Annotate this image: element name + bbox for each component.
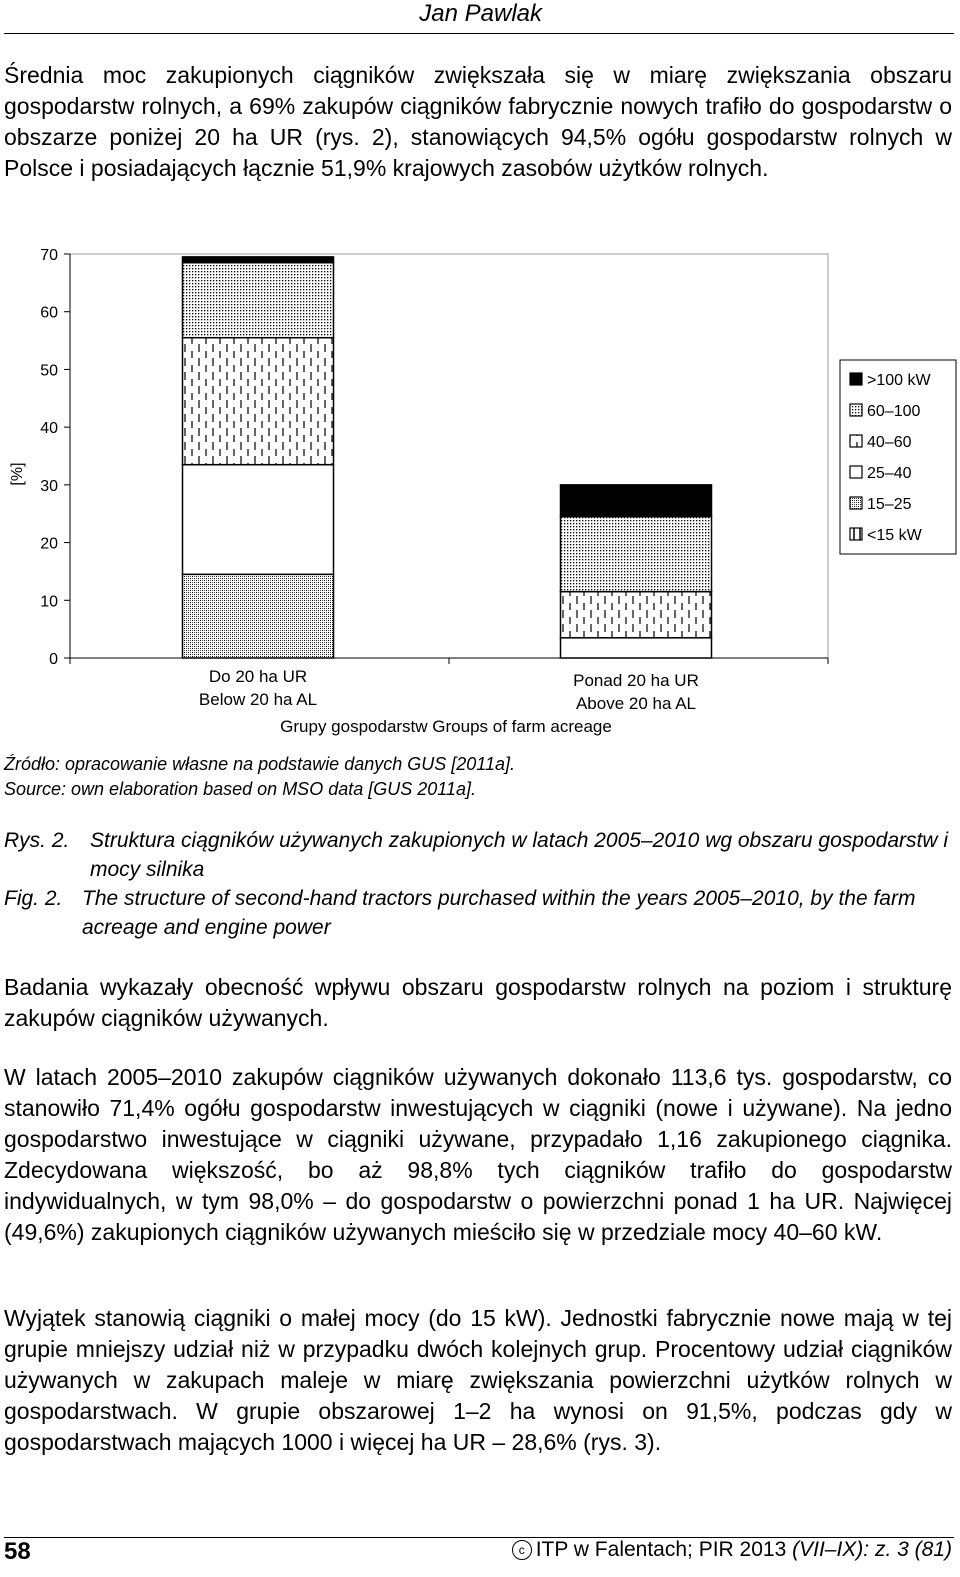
bar-segment bbox=[183, 574, 334, 658]
category-label: Below 20 ha AL bbox=[198, 690, 318, 709]
legend-label: 15–25 bbox=[867, 496, 912, 513]
intro-paragraph: Średnia moc zakupionych ciągników zwiększała się w miarę zwiększania obszaru gospodarstw rolnych, a 69% zakupów ciągników fabrycznie nowych trafiło do gospodarstw o obszarze poniżej 20 ha UR (rys. 2), stanowiących 94,5% ogółu gospodarstw rolnych w Polsce i posiadających łącznie 51,9% krajowych zasobów użytków rolnych. bbox=[4, 62, 952, 181]
caption-text-en: The structure of second-hand tractors purchased within the years 2005–2010, by the farm acreage and engine power bbox=[82, 887, 916, 939]
y-tick-label: 60 bbox=[40, 304, 58, 322]
y-tick-label: 0 bbox=[49, 651, 58, 668]
legend-swatch bbox=[850, 373, 862, 385]
body-paragraph: Badania wykazały obecność wpływu obszaru gospodarstw rolnych na poziom i strukturę zakupów ciągników używanych. bbox=[4, 974, 952, 1031]
legend-label: <15 kW bbox=[867, 527, 922, 544]
category-label: Ponad 20 ha UR bbox=[573, 671, 699, 690]
bar-segment bbox=[561, 638, 712, 658]
journal-volume: (VII–IX): z. 3 (81) bbox=[792, 1538, 952, 1561]
bar-segment bbox=[561, 592, 712, 638]
stacked-bar-chart bbox=[0, 232, 960, 752]
legend-box bbox=[840, 360, 956, 554]
source-note-en: Source: own elaboration based on MSO data [GUS 2011a]. bbox=[4, 779, 476, 799]
chart-layer bbox=[9, 247, 956, 736]
caption-label-en: Fig. 2. bbox=[4, 887, 63, 910]
legend-swatch bbox=[850, 497, 862, 509]
journal-footer bbox=[512, 1538, 952, 1562]
header-author: Jan Pawlak bbox=[419, 0, 542, 27]
legend-swatch bbox=[850, 435, 862, 447]
figure-caption-en bbox=[4, 884, 952, 942]
bar-segment bbox=[183, 338, 334, 465]
y-tick-label: 40 bbox=[40, 420, 58, 438]
header-rule bbox=[4, 33, 954, 34]
bar-segment bbox=[561, 517, 712, 592]
y-tick-label: 50 bbox=[40, 362, 58, 380]
bar-segment bbox=[183, 257, 334, 263]
bar-segment bbox=[561, 485, 712, 517]
body-paragraph: Wyjątek stanowią ciągniki o małej mocy (do 15 kW). Jednostki fabrycznie nowe mają w tej grupie mniejszy udział niż w przypadku dwóch kolejnych grup. Procentowy udział ciągników używanych w zakupach maleje w miarę zwiększania powierzchni użytków rolnych w gospodarstwach. W grupie obszarowej 1–2 ha wynosi on 91,5%, podczas gdy w gospodarstwach mających 1000 i więcej ha UR – 28,6% (rys. 3). bbox=[4, 1305, 952, 1455]
body-paragraph: W latach 2005–2010 zakupów ciągników używanych dokonało 113,6 tys. gospodarstw, co stanowiło 71,4% ogółu gospodarstw inwestujących w ciągniki (nowe i używane). Na jedno gospodarstwo inwestujące w ciągniki używane, przypadało 1,16 zakupionego ciągnika. Zdecydowana większość, bo aż 98,8% tych ciągników trafiło do gospodarstw indywidualnych, w tym 98,0% – do gospodarstw o powierzchni ponad 1 ha UR. Najwięcej (49,6%) zakupionych ciągników używanych mieściło się w przedziale mocy 40–60 kW. bbox=[4, 1064, 952, 1245]
legend-swatch bbox=[850, 404, 862, 416]
caption-text-pl: Struktura ciągników używanych zakupionych w latach 2005–2010 wg obszaru gospodarstw i mocy silnika bbox=[90, 829, 948, 881]
copyright-icon: c bbox=[512, 1540, 532, 1560]
page-number: 58 bbox=[4, 1538, 31, 1565]
figure-caption-pl bbox=[4, 826, 952, 884]
y-tick-label: 30 bbox=[40, 477, 58, 495]
y-tick-label: 70 bbox=[40, 247, 58, 264]
bar-segment bbox=[183, 465, 334, 575]
legend-label: 40–60 bbox=[867, 434, 912, 451]
legend-label: 60–100 bbox=[867, 403, 921, 420]
bar-segment bbox=[183, 263, 334, 338]
x-axis-label: Grupy gospodarstw Groups of farm acreage bbox=[280, 717, 612, 736]
category-label: Do 20 ha UR bbox=[208, 667, 308, 686]
legend-label: 25–40 bbox=[867, 465, 912, 482]
source-note-pl: Źródło: opracowanie własne na podstawie danych GUS [2011a]. bbox=[4, 754, 515, 774]
category-label: Above 20 ha AL bbox=[575, 694, 697, 713]
legend-swatch bbox=[850, 528, 862, 540]
y-axis-label: [%] bbox=[9, 462, 26, 486]
y-tick-label: 10 bbox=[40, 593, 58, 611]
journal-name: ITP w Falentach; PIR 2013 bbox=[535, 1538, 787, 1561]
y-tick-label: 20 bbox=[40, 535, 58, 553]
legend-label: >100 kW bbox=[867, 372, 931, 389]
caption-label-pl: Rys. 2. bbox=[4, 829, 70, 852]
legend-swatch bbox=[850, 466, 862, 478]
